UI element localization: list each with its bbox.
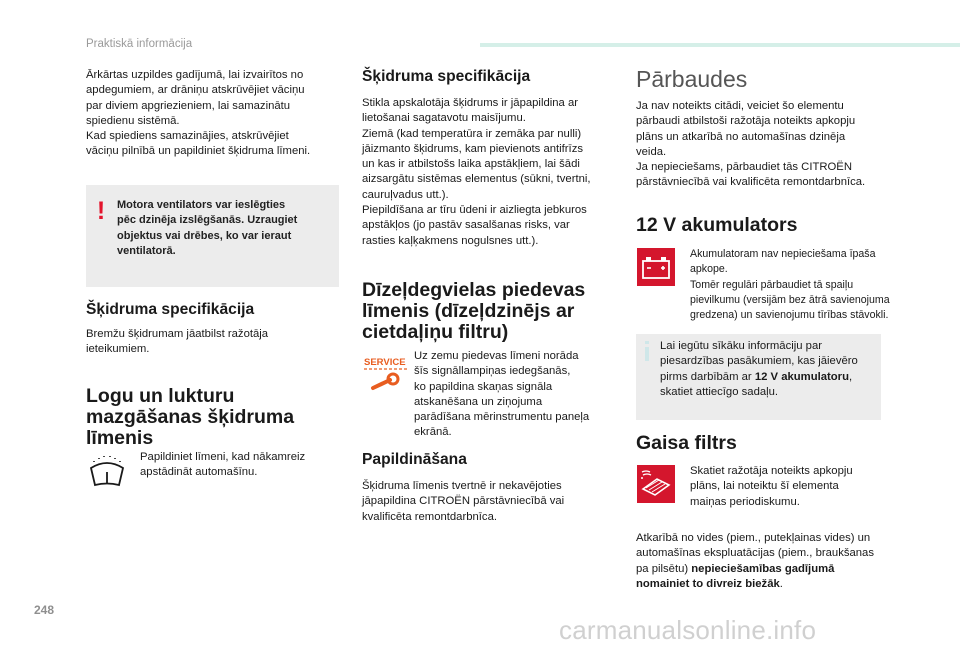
- text-line: objektus vai drēbes, ko var ieraut: [117, 229, 292, 242]
- text-line: skatiet attiecīgo sadaļu.: [660, 385, 779, 398]
- text-line: vāciņu pilnībā un papildiniet šķidruma līmeni.: [86, 145, 311, 158]
- text-line: Ziemā (kad temperatūra ir zemāka par nulli): [362, 127, 582, 140]
- warning-text: [117, 198, 331, 260]
- checks-text: [636, 99, 898, 191]
- text-line: cauruļvadus utt.).: [362, 188, 449, 201]
- text-line: Ja nav noteikts citādi, veiciet šo elementu: [636, 100, 844, 112]
- refill-title: Papildināšana: [362, 451, 467, 468]
- air-filter-paragraph: [636, 531, 906, 592]
- text-line: rasties kaļķakmens nogulsnes utt.).: [362, 234, 539, 247]
- text-line: Papildiniet līmeni, kad nākamreiz: [140, 451, 306, 463]
- text-line: pārstāvniecībā vai kvalificēta remontdarbnīca.: [636, 176, 866, 189]
- battery-icon: [637, 248, 675, 286]
- battery-text: [690, 247, 890, 323]
- info-icon: [645, 341, 650, 361]
- bold-span: nepieciešamības gadījumā: [691, 562, 835, 575]
- text-line: apstākļos (jo pastāv sasalšanas risks, var: [362, 219, 570, 232]
- text-line: Atkarībā no vides (piem., putekļainas vides) un: [636, 532, 871, 544]
- text-line: automašīnas ekspluatācijas (piem., braukšanas: [636, 547, 874, 560]
- text-line: Piepildīšana ar tīru ūdeni ir aizliegta jebkuros: [362, 204, 587, 217]
- service-icon-label: SERVICE: [364, 357, 406, 368]
- brake-spec-text: [86, 327, 348, 358]
- text-line: pēc dzinēja izslēgšanās. Uzraugiet: [117, 214, 298, 227]
- text-line: un kas ir atbilstošs laika apstākļiem, lai šādi: [362, 158, 580, 171]
- text-line: Tomēr regulāri pārbaudiet tā spaiļu: [690, 278, 854, 291]
- text-line: ko papildina skaņas signāla: [414, 380, 553, 393]
- air-filter-text: [690, 464, 890, 510]
- washer-title: [86, 386, 348, 449]
- text-line: Lai iegūtu sīkāku informāciju par: [660, 340, 823, 352]
- checks-title: Pārbaudes: [636, 66, 748, 92]
- title-line: Logu un lukturu: [86, 385, 235, 407]
- section-label: Praktiskā informācija: [86, 38, 193, 50]
- bold-span: nomainiet to divreiz biežāk: [636, 577, 780, 590]
- exclamation-icon: !: [96, 197, 106, 225]
- text-line: pievilkumu (versijām bez ātrā savienojuma: [690, 293, 890, 306]
- text-line: šīs signāllampiņas iedegšanās,: [414, 365, 571, 378]
- text-line: Ārkārtas uzpildes gadījumā, lai izvairītos no: [86, 69, 304, 81]
- text-line: jāpapildina CITROËN pārstāvniecībā vai: [362, 495, 565, 508]
- header-accent-bar: [480, 43, 960, 47]
- battery-title: 12 V akumulators: [636, 214, 798, 236]
- text-line: lietošanai sagatavotu maisījumu.: [362, 112, 526, 125]
- washer-text: [140, 450, 345, 481]
- diesel-text: [414, 349, 619, 441]
- air-filter-title: Gaisa filtrs: [636, 432, 737, 454]
- washer-spec-text: [362, 96, 624, 249]
- text-line: plāns un atkarībā no automašīnas dzinēja: [636, 130, 846, 143]
- text-span: pa pilsētu): [636, 562, 692, 575]
- windscreen-washer-icon: [88, 452, 126, 490]
- text-line: plāns, lai noteiktu šī elementa: [690, 480, 839, 493]
- title-line: mazgāšanas šķidruma: [86, 406, 295, 428]
- text-line: Uz zemu piedevas līmeni norāda: [414, 350, 579, 362]
- text-line: Kad spiediens samazinājies, atskrūvējiet: [86, 130, 289, 143]
- text-line: Stikla apskalotāja šķidrums ir jāpapildina ar: [362, 97, 578, 109]
- text-span: ,: [848, 370, 853, 383]
- text-line: spiedienu sistēmā.: [86, 114, 180, 127]
- text-line: Motora ventilators var ieslēgties: [117, 199, 286, 211]
- text-line: ventilatorā.: [117, 245, 176, 258]
- text-line: jāizmanto šķidrums, kam pievienots antifrīzs: [362, 142, 583, 155]
- title-line: līmenis: [86, 427, 154, 449]
- text-line: Bremžu šķidrumam jāatbilst ražotāja: [86, 328, 269, 340]
- text-line: kvalificēta remontdarbnīca.: [362, 510, 498, 523]
- text-line: maiņas periodiskumu.: [690, 495, 800, 508]
- watermark: carmanualsonline.info: [559, 615, 817, 645]
- text-line: gredzena) un savienojumu tīrības stāvokli.: [690, 309, 889, 322]
- text-line: Šķidruma līmenis tvertnē ir nekavējoties: [362, 480, 562, 492]
- text-line: ekrānā.: [414, 426, 452, 439]
- text-line: piesardzības pasākumiem, kas jāievēro: [660, 355, 858, 368]
- text-line: veida.: [636, 145, 667, 158]
- text-line: pārbaudi atbilstoši ražotāja noteikts apkopju: [636, 115, 856, 128]
- intro-paragraph: [86, 68, 348, 160]
- text-line: apkope.: [690, 263, 728, 276]
- text-line: atskanēšana un ziņojuma: [414, 395, 543, 408]
- text-line: parādīšana mērinstrumentu paneļa: [414, 411, 590, 424]
- washer-spec-title: Šķidruma specifikācija: [362, 68, 531, 85]
- text-line: [636, 562, 906, 577]
- text-line: apdegumiem, ar drāniņu atskrūvējiet vāciņu: [86, 84, 305, 97]
- text-line: ieteikumiem.: [86, 343, 150, 356]
- bold-span: 12 V akumulatoru: [754, 370, 849, 383]
- text-span: .: [779, 577, 783, 590]
- diesel-title: [362, 280, 624, 343]
- refill-text: [362, 479, 624, 525]
- title-line: cietdaļiņu filtru): [362, 321, 509, 343]
- brake-spec-title: Šķidruma specifikācija: [86, 301, 255, 318]
- text-line: [660, 370, 875, 385]
- page-number: 248: [34, 603, 55, 617]
- title-line: Dīzeļdegvielas piedevas: [362, 279, 586, 301]
- text-line: apstādināt automašīnu.: [140, 466, 258, 479]
- text-line: Akumulatoram nav nepieciešama īpaša: [690, 248, 876, 260]
- text-line: Skatiet ražotāja noteikts apkopju: [690, 465, 853, 477]
- title-line: līmenis (dīzeļdzinējs ar: [362, 300, 575, 322]
- text-line: par diviem apgriezieniem, lai samazinātu: [86, 99, 291, 112]
- text-span: pirms darbībām ar: [660, 370, 755, 383]
- service-wrench-icon: [363, 355, 409, 395]
- text-line: [636, 577, 906, 592]
- air-filter-icon: [637, 465, 675, 503]
- text-line: Ja nepieciešams, pārbaudiet tās CITROËN: [636, 161, 852, 174]
- text-line: aizsargātu sistēmas elementus (sūkni, tvertni,: [362, 173, 591, 186]
- info-text: [660, 339, 875, 400]
